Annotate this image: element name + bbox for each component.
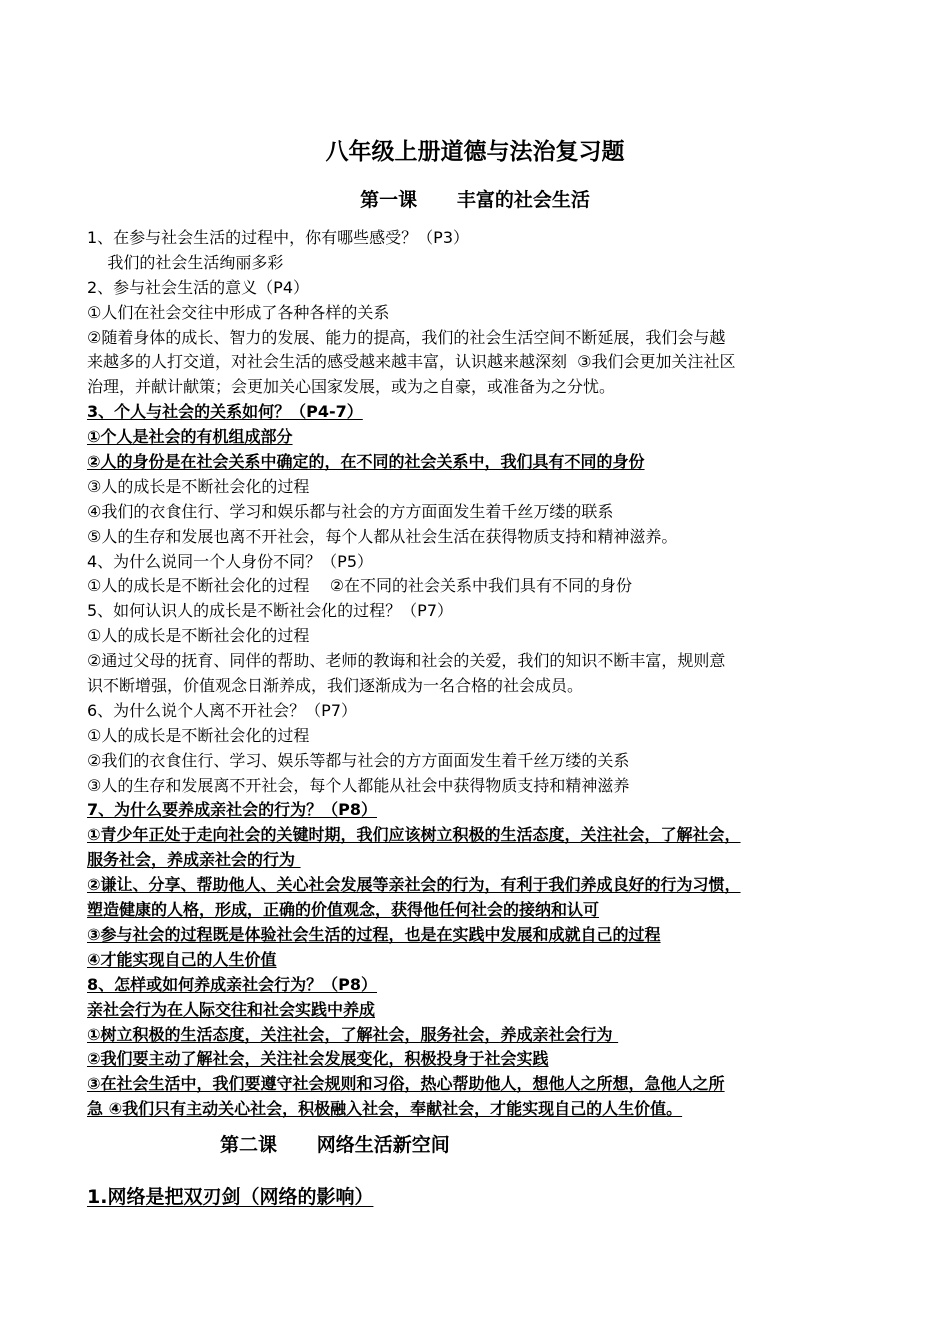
text-line: 7、为什么要养成亲社会的行为？（P8）	[87, 800, 377, 820]
text-line: 2、参与社会生活的意义（P4）	[87, 277, 310, 297]
lesson-2-heading: 第二课 网络生活新空间	[220, 1134, 450, 1156]
text-line: 识不断增强，价值观念日渐养成，我们逐渐成为一名合格的社会成员。	[87, 676, 584, 696]
text-line: ③参与社会的过程既是体验社会生活的过程，也是在实践中发展和成就自己的过程	[87, 924, 661, 944]
text-line: 5、如何认识人的成长是不断社会化的过程？（P7）	[87, 601, 454, 621]
text-line: ③人的成长是不断社会化的过程	[87, 476, 310, 496]
text-line: ①人的成长是不断社会化的过程	[87, 725, 310, 745]
text-line: ②随着身体的成长、智力的发展、能力的提高，我们的社会生活空间不断延展，我们会与越	[87, 327, 726, 347]
text-line: 4、为什么说同一个人身份不同？（P5）	[87, 551, 374, 571]
text-line: 6、为什么说个人离不开社会？（P7）	[87, 700, 358, 720]
text-line: 来越多的人打交道，对社会生活的感受越来越丰富，认识越来越深刻 ③我们会更加关注社区	[87, 352, 736, 372]
text-line: 我们的社会生活绚丽多彩	[87, 252, 284, 272]
text-line: 急 ④我们只有主动关心社会，积极融入社会，奉献社会，才能实现自己的人生价值。	[87, 1099, 683, 1119]
text-line: ①树立积极的生活态度，关注社会，了解社会，服务社会，养成亲社会行为	[87, 1024, 619, 1044]
text-line: ②通过父母的抚育、同伴的帮助、老师的教诲和社会的关爱，我们的知识不断丰富，规则意	[87, 651, 726, 671]
text-line: ④才能实现自己的人生价值	[87, 949, 277, 969]
text-line: ②我们的衣食住行、学习、娱乐等都与社会的方方面面发生着千丝万缕的关系	[87, 750, 630, 770]
text-line: 服务社会，养成亲社会的行为	[87, 850, 301, 870]
text-line: 亲社会行为在人际交往和社会实践中养成	[87, 999, 376, 1019]
text-line: ②我们要主动了解社会，关注社会发展变化，积极投身于社会实践	[87, 1049, 549, 1069]
text-line: ②谦让、分享、帮助他人、关心社会发展等亲社会的行为，有利于我们养成良好的行为习惯，	[87, 875, 741, 895]
text-line: ④我们的衣食住行、学习和娱乐都与社会的方方面面发生着千丝万缕的联系	[87, 501, 614, 521]
lesson-1-content	[87, 226, 897, 1122]
text-line: ①人的成长是不断社会化的过程	[87, 626, 310, 646]
text-line: ②人的身份是在社会关系中确定的，在不同的社会关系中，我们具有不同的身份	[87, 452, 645, 472]
text-line: 治理，并献计献策；会更加关心国家发展，或为之自豪，或准备为之分忧。	[87, 377, 616, 397]
text-line: 塑造健康的人格，形成，正确的价值观念，获得他任何社会的接纳和认可	[87, 900, 600, 920]
text-line: ①青少年正处于走向社会的关键时期，我们应该树立积极的生活态度，关注社会，了解社会，	[87, 825, 741, 845]
text-line: ①个人是社会的有机组成部分	[87, 427, 293, 447]
text-line: ⑤人的生存和发展也离不开社会，每个人都从社会生活在获得物质支持和精神滋养。	[87, 526, 678, 546]
text-line: ①人们在社会交往中形成了各种各样的关系	[87, 302, 390, 322]
text-line: 1、在参与社会生活的过程中，你有哪些感受？（P3）	[87, 228, 470, 247]
lesson-1-heading: 第一课 丰富的社会生活	[360, 189, 590, 211]
text-line: 3、个人与社会的关系如何？（P4-7）	[87, 402, 363, 422]
text-line: ①人的成长是不断社会化的过程 ②在不同的社会关系中我们具有不同的身份	[87, 576, 633, 596]
text-line: 8、怎样或如何养成亲社会行为？（P8）	[87, 974, 377, 994]
lesson-2-section-1-heading: 1.网络是把双刃剑（网络的影响）	[87, 1186, 374, 1208]
document-title: 八年级上册道德与法治复习题	[325, 139, 625, 165]
text-line: ③人的生存和发展离不开社会，每个人都能从社会中获得物质支持和精神滋养	[87, 775, 630, 795]
text-line: ③在社会生活中，我们要遵守社会规则和习俗，热心帮助他人，想他人之所想，急他人之所	[87, 1074, 725, 1094]
